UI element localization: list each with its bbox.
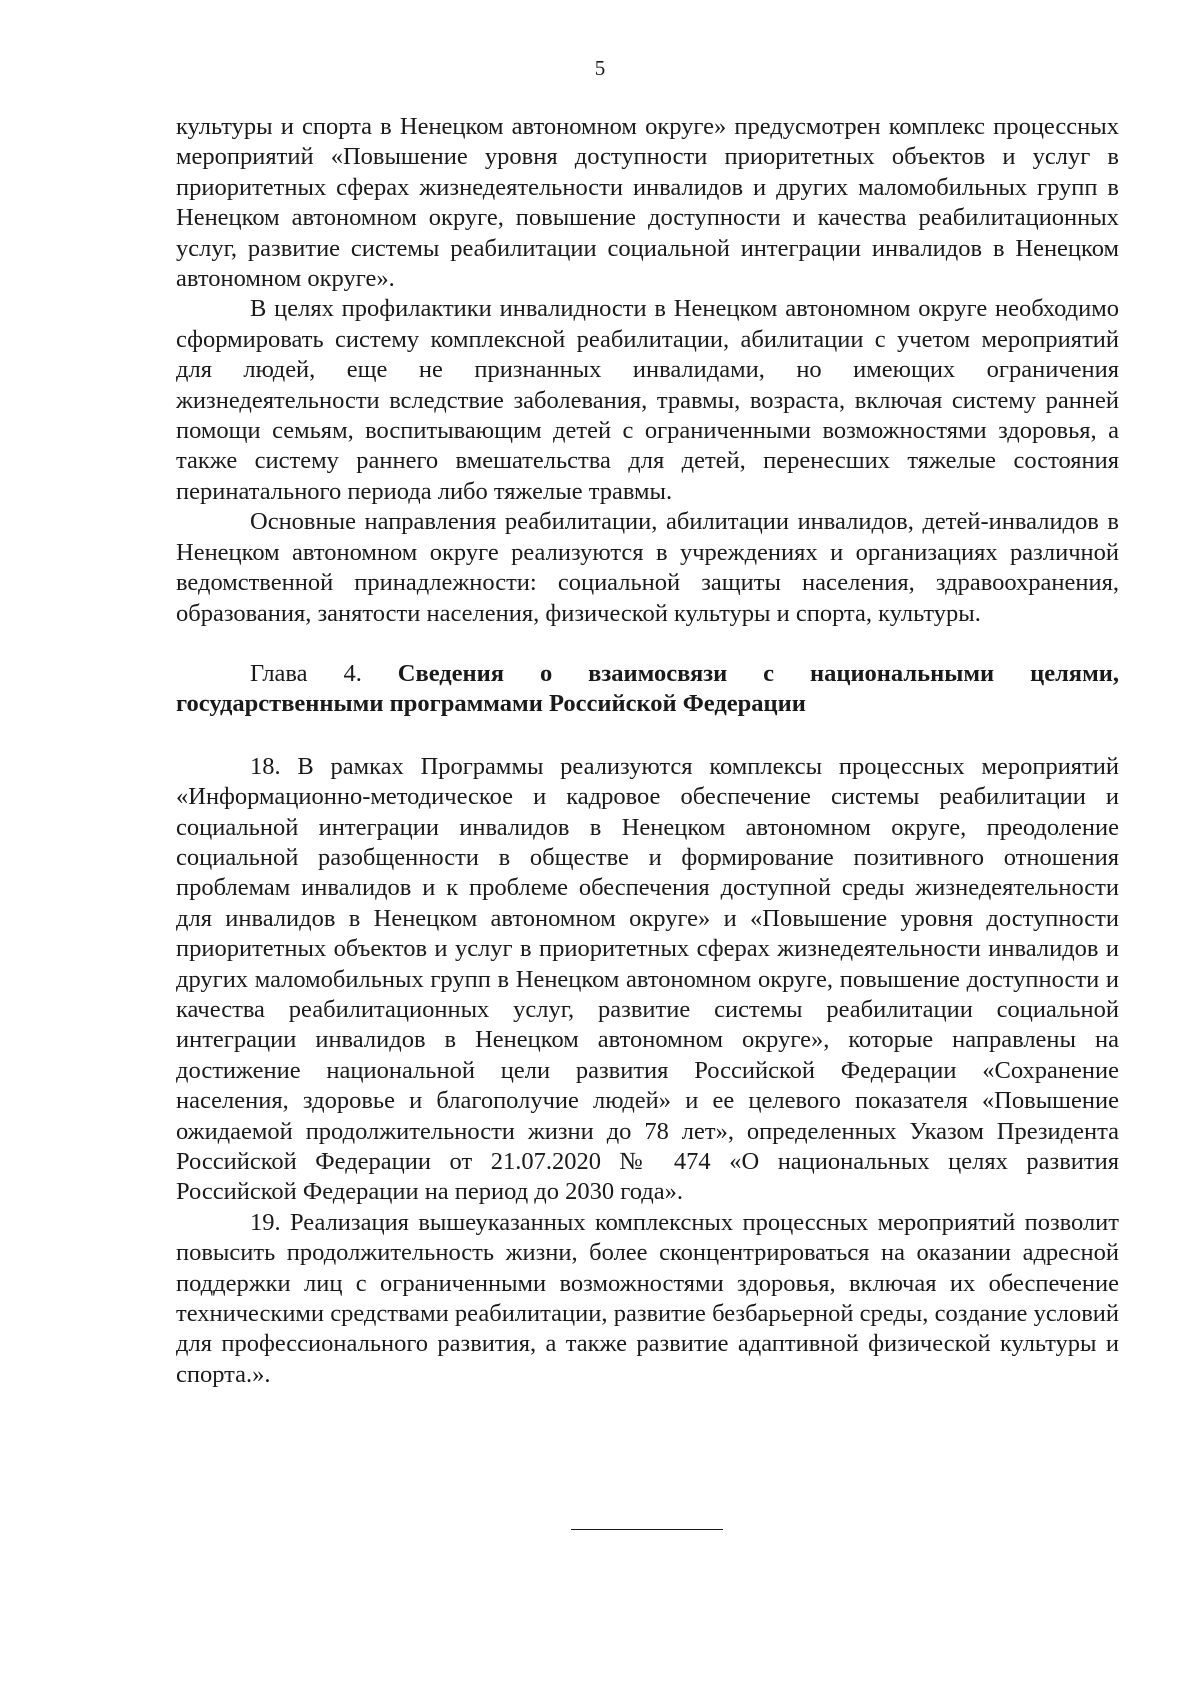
chapter-heading <box>176 659 1119 720</box>
paragraph-18: 18. В рамках Программы реализуются комплексы процессных мероприятий «Информационно-методическое и кадровое обеспечение системы реабилитации и социальной интеграции инвалидов в Ненецком автономном округе, преодоление социальной разобщенности в обществе и формирование позитивного отношения проблемам инвалидов и к проблеме обеспечения доступной среды жизнедеятельности для инвалидов в Ненецком автономном округе» и «Повышение уровня доступности приоритетных объектов и услуг в приоритетных сферах жизнедеятельности инвалидов и других маломобильных групп в Ненецком автономном округе, повышение доступности и качества реабилитационных услуг, развитие системы реабилитации социальной интеграции инвалидов в Ненецком автономном округе», которые направлены на достижение национальной цели развития Российской Федерации «Сохранение населения, здоровье и благополучие людей» и ее целевого показателя «Повышение ожидаемой продолжительности жизни до 78 лет», определенных Указом Президента Российской Федерации от 21.07.2020 № 474 «О национальных целях развития Российской Федерации на период до 2030 года». <box>176 752 1119 1206</box>
paragraph-rehabilitation-directions: Основные направления реабилитации, абилитации инвалидов, детей-инвалидов в Ненецком автономном округе реализуются в учреждениях и организациях различной ведомственной принадлежности: социальной защиты населения, здравоохранения, образования, занятости населения, физической культуры и спорта, культуры. <box>176 508 1119 627</box>
paragraph-19: 19. Реализация вышеуказанных комплексных процессных мероприятий позволит повысить продолжительность жизни, более сконцентрироваться на оказании адресной поддержки лиц с ограниченными возможностями здоровья, включая их обеспечение техническими средствами реабилитации, развитие безбарьерной среды, создание условий для профессионального развития, а также развитие адаптивной физической культуры и спорта.». <box>176 1208 1119 1388</box>
page-number: 5 <box>594 56 606 80</box>
document-body <box>176 112 1119 1390</box>
paragraph-continued: культуры и спорта в Ненецком автономном округе» предусмотрен комплекс процессных мероприятий «Повышение уровня доступности приоритетных объектов и услуг в приоритетных сферах жизнедеятельности инвалидов и других маломобильных групп в Ненецком автономном округе, повышение доступности и качества реабилитационных услуг, развитие системы реабилитации социальной интеграции инвалидов в Ненецком автономном округе». <box>176 113 1119 293</box>
chapter-number: Глава 4. <box>250 659 362 687</box>
end-divider-line <box>571 1529 723 1530</box>
paragraph-prevention: В целях профилактики инвалидности в Ненецком автономном округе необходимо сформировать систему комплексной реабилитации, абилитации с учетом мероприятий для людей, еще не признанных инвалидами, но имеющих ограничения жизнедеятельности вследствие заболевания, травмы, возраста, включая систему ранней помощи семьям, воспитывающим детей с ограниченными возможностями здоровья, а также систему раннего вмешательства для детей, перенесших тяжелые состояния перинатального периода либо тяжелые травмы. <box>176 295 1119 505</box>
chapter-title: Сведения о взаимосвязи с национальными целями, государственными программами Российской Федерации <box>176 659 1119 718</box>
